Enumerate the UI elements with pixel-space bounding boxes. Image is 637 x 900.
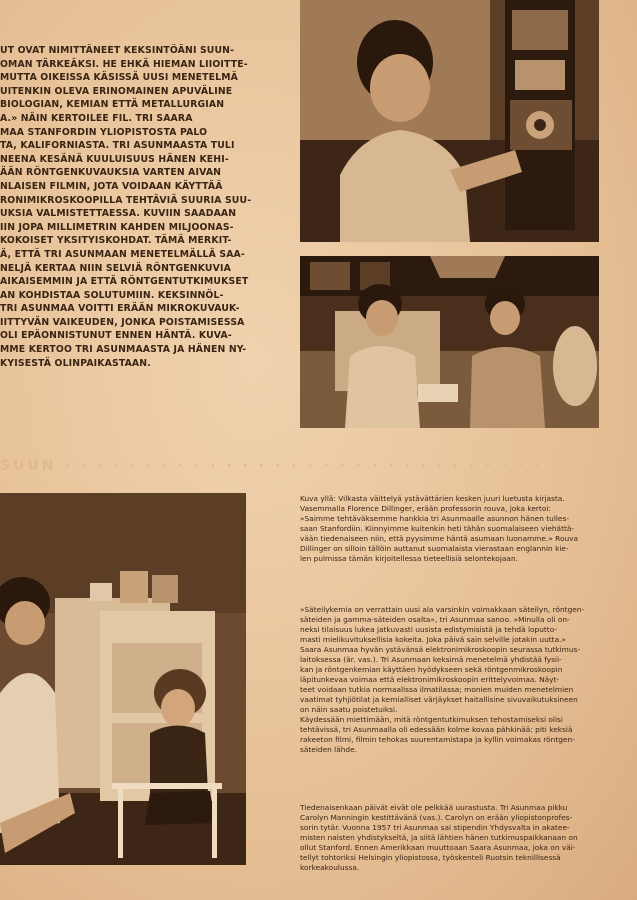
caption-top: Kuva yllä: Vilkasta väittelyä ystävättärien kesken juuri luetusta kirjasta. Vasemmalla Florence Dillinger, erään professorin rouva, joka kertoi: »Saimme tehtäväksemme hankkia tri Asunmaalle asunnon hänen tulles- saan Stanfordiin. Kiinnyimme kuitenkin heti tähän suomalaiseen viehättä- vään tiedenaiseen niin, että pyysimme häntä asumaan luonamme.» Rouva Dillinger on silloin tällöin auttanut suomalaista vierastaan englannin kie- len pulmissa tämän kirjoitellessa tieteellisiä selontekojaan.	[300, 494, 579, 563]
intro-article-text: UT OVAT NIMITTÄNEET KEKSINTÖÄNI SUUN- OMAN TÄRKEÄKSI. HE EHKÄ HIEMAN LIIOITTE- MUTTA OIKEISSA KÄSISSÄ UUSI MENETELMÄ UITENKIN OLEVA ERINOMAINEN APUVÄLINE BIOLOGIAN, KEMIAN ETTÄ METALLURGIAN A.» NÄIN KERTOILEE FIL. TRI SAARA MAA STANFORDIN YLIOPISTOSTA PALO TA, KALIFORNIASTA. TRI ASUNMAASTA TULI NEENA KESÄNÄ KUULUISUUS HÄNEN KEHI- ÄÄN RÖNTGENKUVAUKSIA VARTEN AIVAN NLAISEN FILMIN, JOTA VOIDAAN KÄYTTÄÄ RONIMIKROSKOOPILLA TEHTÄVIÄ SUURIA SUU- UKSIA VALMISTETTAESSA. KUVIIN SAADAAN IIN JOPA MILLIMETRIN KAHDEN MILJOONAS- KOKOISET YKSITYISKOHDAT. TÄMÄ MERKIT- Ä, ETTÄ TRI ASUNMAAN MENETELMÄLLÄ SAA- NELJÄ KERTAA NIIN SELVIÄ RÖNTGENKUVIA AIKAISEMMIN JA ETTÄ RÖNTGENTUTKIMUKSET AN KOHDISTAA SOLUTUMIIN. KEKSINNÖL- TRI ASUNMAA VOITTI ERÄÄN MIKROKUVAUK- IITTYVÄN VAIKEUDEN, JONKA POISTAMISESSA OLI EPÄONNISTUNUT ENNEN HÄNTÄ. KUVA- MME KERTOO TRI ASUNMAASTA JA HÄNEN NY- KYISESTÄ OLINPAIKASTAAN.	[0, 45, 252, 369]
photo-tea-with-girl	[0, 493, 246, 865]
bleed-through-text: SUUN · · · · · · · · · · · · · · · · · · · · · · · · · · · · · ·	[0, 458, 543, 474]
photo-scientist-microscope	[300, 0, 599, 242]
caption-middle: »Säteilykemia on verrattain uusi ala varsinkin voimakkaan säteilyn, röntgen- säteiden ja gamma-säteiden osalta», tri Asunmaa sanoo. »Minulla oli on- neksi tilaisuus lukea jatkuvasti uusista edistymisistä ja tehdä loputto- masti mielikuvituksellisia kokeita. Joka päivä sain selville jotakin uutta.» Saara Asunmaa hyvän ystävänsä elektronimikroskoopin seurassa tutkimus- laitoksessa (är. vas.). Tri Asunmaan keksimä menetelmä yhdistää fysii- kan ja röntgenkemian käyttäen hyödykseen sekä röntgenmikroskoopin läpitunkevaa voimaa että elektronimikroskoopin erittelyvoimaa. Näyt- teet voidaan tutkia normaalissa ilmatilassa; monien muiden menetelmien vaatimat tyhjiötilat ja kemialliset värjäykset haitallisine sivuvaikutuksineen on näin saatu poistetuiksi.	[300, 605, 585, 714]
caption-lower: Käydessään miettimään, mitä röntgentutkimuksen tehostamiseksi olisi tehtävissä, tri Asunmaalla oli edessään kolme kovaa pähkinää: piti keksiä rakeeton filmi, filmin tehokas suurentamistapa ja kyllin voimakas röntgen- säteiden lähde.	[300, 715, 575, 754]
photo-women-reading	[300, 256, 599, 428]
caption-bottom: Tiedenaisenkaan päivät eivät ole pelkkää uurastusta. Tri Asunmaa pikku Carolyn Manningin kestittävänä (vas.). Carolyn on erään yliopistonprofes- sorin tytär. Vuonna 1957 tri Asunmaa sai stipendin Yhdysvalta in akatee- misten naisten yhdistykseltä, ja siitä lähtien hänen tutkimuspaikkanaan on ollut Stanford. Ennen Amerikkaan muuttoaan Saara Asunmaa, joka on väi- tellyt tohtoriksi Helsingin yliopistossa, työskenteli Ruotsin teknillisessä korkeakoulussa.	[300, 803, 578, 872]
